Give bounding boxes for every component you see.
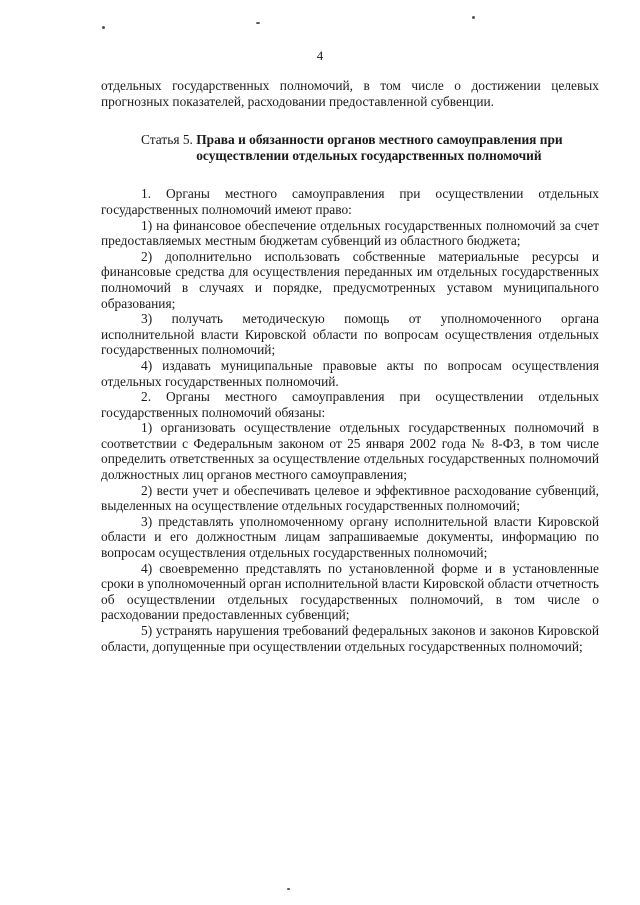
paragraph: 1. Органы местного самоуправления при осуществлении отдельных государственных полномочий имеют право:	[101, 186, 599, 217]
page-number: 4	[316, 48, 324, 63]
document-body	[101, 78, 599, 654]
scan-speck	[102, 26, 105, 29]
paragraph: 4) издавать муниципальные правовые акты по вопросам осуществления отдельных государственных полномочий.	[101, 357, 599, 389]
paragraph: 5) устранять нарушения требований федеральных законов и законов Кировской области, допущенные при осуществлении отдельных государственных полномочий;	[101, 623, 599, 654]
article-heading	[101, 132, 599, 163]
paragraph: 1) на финансовое обеспечение отдельных государственных полномочий за счет предоставляемых местным бюджетам субвенций из областного бюджета;	[101, 217, 599, 249]
scan-speck	[472, 16, 475, 19]
scan-speck	[287, 888, 290, 890]
paragraph: 1) организовать осуществление отдельных государственных полномочий в соответствии с Федеральным законом от 25 января 2002 года № 8-ФЗ, в том числе определить ответственных за осуществление отдельных государственных полномочий должностных лиц органов местного самоуправления;	[101, 420, 599, 483]
paragraph: 2) вести учет и обеспечивать целевое и эффективное расходование субвенций, выделенных на осуществление отдельных государственных полномочий;	[101, 482, 599, 514]
paragraph: 2) дополнительно использовать собственные материальные ресурсы и финансовые средства для осуществления переданных им отдельных государственных полномочий в случаях и порядке, предусмотренных уставом муниципального образования;	[101, 248, 599, 311]
article-number: Статья 5.	[141, 132, 197, 148]
paragraph: 2. Органы местного самоуправления при осуществлении отдельных государственных полномочий обязаны:	[101, 389, 599, 420]
scan-speck	[256, 22, 260, 24]
intro-paragraph: отдельных государственных полномочий, в том числе о достижении целевых прогнозных показателей, расходовании предоставленной субвенции.	[101, 78, 599, 109]
article-title: Права и обязанности органов местного самоуправления при осуществлении отдельных государственных полномочий	[196, 132, 563, 163]
paragraph: 4) своевременно представлять по установленной форме и в установленные сроки в уполномоченный орган исполнительной власти Кировской области отчетность об осуществлении отдельных государственных полномочий, в том числе о расходовании предоставленных субвенций;	[101, 560, 599, 623]
paragraph: 3) представлять уполномоченному органу исполнительной власти Кировской области и его должностным лицам запрашиваемые документы, информацию по вопросам осуществления отдельных государственных полномочий;	[101, 513, 599, 561]
paragraph: 3) получать методическую помощь от уполномоченного органа исполнительной власти Кировской области по вопросам осуществления отдельных государственных полномочий;	[101, 311, 599, 358]
